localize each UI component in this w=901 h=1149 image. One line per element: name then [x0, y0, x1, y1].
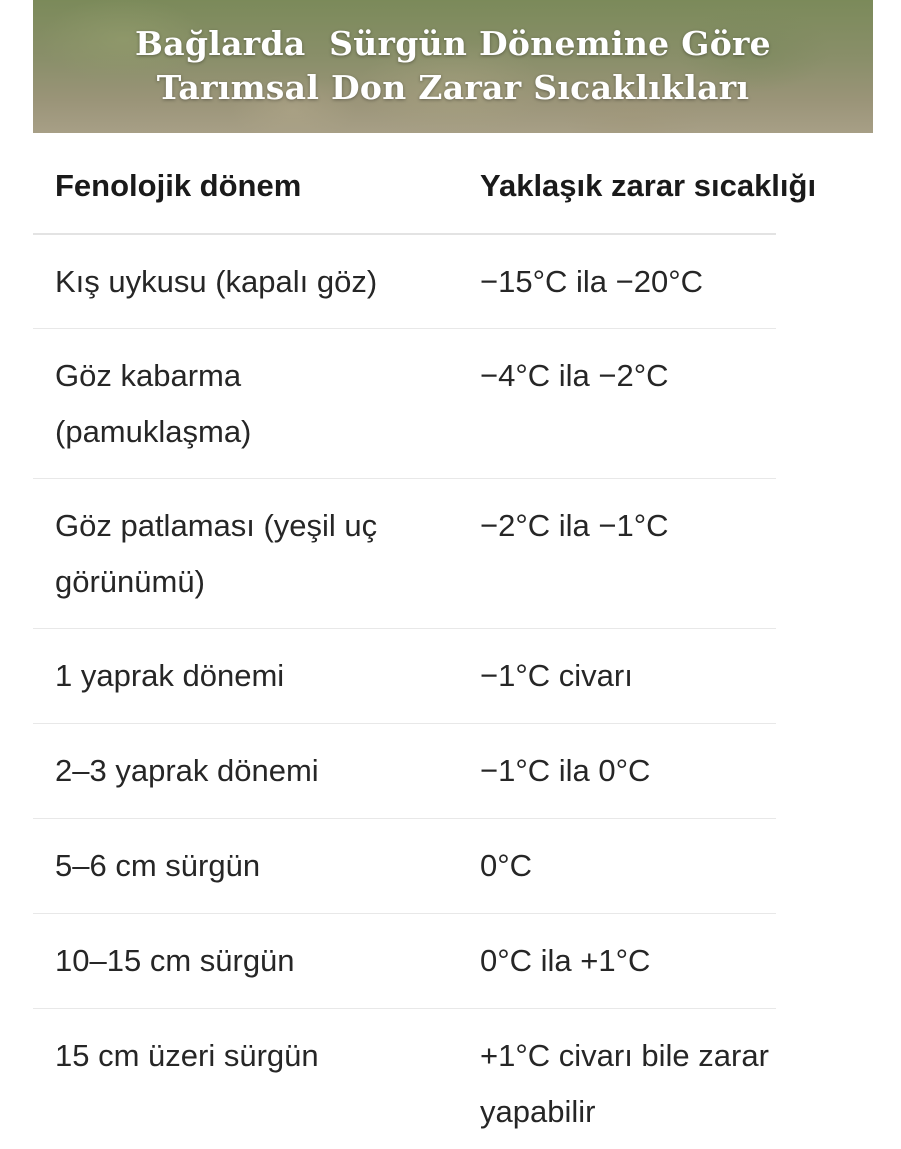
stage-cell	[33, 818, 458, 913]
table-row	[33, 628, 776, 723]
banner-title-line-1: Bağlarda Sürgün Dönemine Göre	[135, 24, 771, 63]
stage-text: 5–6 cm sürgün	[55, 847, 261, 883]
stage-cell	[33, 913, 458, 1008]
header-phenological-stage: Fenolojik dönem	[55, 168, 302, 203]
temperature-text: +1°C civarı bile zarar	[480, 1037, 769, 1073]
temperature-cell	[458, 478, 776, 628]
stage-text: 15 cm üzeri sürgün	[55, 1037, 319, 1073]
stage-cell	[33, 234, 458, 328]
temperature-cell	[458, 818, 776, 913]
table-row	[33, 478, 776, 628]
temperature-cell	[458, 913, 776, 1008]
stage-cell	[33, 1008, 458, 1140]
table-row	[33, 723, 776, 818]
temperature-text: 0°C	[480, 847, 533, 883]
temperature-cell	[458, 723, 776, 818]
stage-text: 1 yaprak dönemi	[55, 657, 285, 693]
temperature-cell	[458, 328, 776, 478]
temperature-text: −15°C ila −20°C	[480, 264, 703, 299]
banner-title-line-2: Tarımsal Don Zarar Sıcaklıkları	[156, 68, 750, 107]
stage-text: 2–3 yaprak dönemi	[55, 752, 319, 788]
stage-cell	[33, 328, 458, 478]
table-row	[33, 234, 776, 328]
stage-text: Göz kabarma	[55, 357, 242, 393]
stage-text-continued: görünümü)	[55, 563, 205, 599]
temperature-cell	[458, 234, 776, 328]
table-header-row	[33, 138, 776, 234]
table-row	[33, 913, 776, 1008]
temperature-text: −4°C ila −2°C	[480, 357, 669, 393]
table-row	[33, 818, 776, 913]
stage-text: Göz patlaması (yeşil uç	[55, 507, 378, 543]
temperature-text-continued: yapabilir	[480, 1093, 596, 1129]
stage-cell	[33, 478, 458, 628]
temperature-cell	[458, 628, 776, 723]
temperature-text: −1°C ila 0°C	[480, 752, 651, 788]
table-row	[33, 1008, 776, 1140]
stage-cell	[33, 723, 458, 818]
frost-damage-table	[33, 138, 817, 1140]
table-row	[33, 328, 776, 478]
temperature-text: −2°C ila −1°C	[480, 507, 669, 543]
stage-text-continued: (pamuklaşma)	[55, 413, 252, 449]
header-damage-temperature: Yaklaşık zarar sıcaklığı	[480, 168, 817, 203]
temperature-text: −1°C civarı	[480, 657, 633, 693]
stage-text: Kış uykusu (kapalı göz)	[55, 264, 378, 299]
stage-cell	[33, 628, 458, 723]
temperature-text: 0°C ila +1°C	[480, 942, 651, 978]
temperature-cell	[458, 1008, 776, 1140]
stage-text: 10–15 cm sürgün	[55, 942, 295, 978]
frost-damage-table-container[interactable]	[33, 138, 817, 1140]
title-banner	[33, 0, 873, 133]
